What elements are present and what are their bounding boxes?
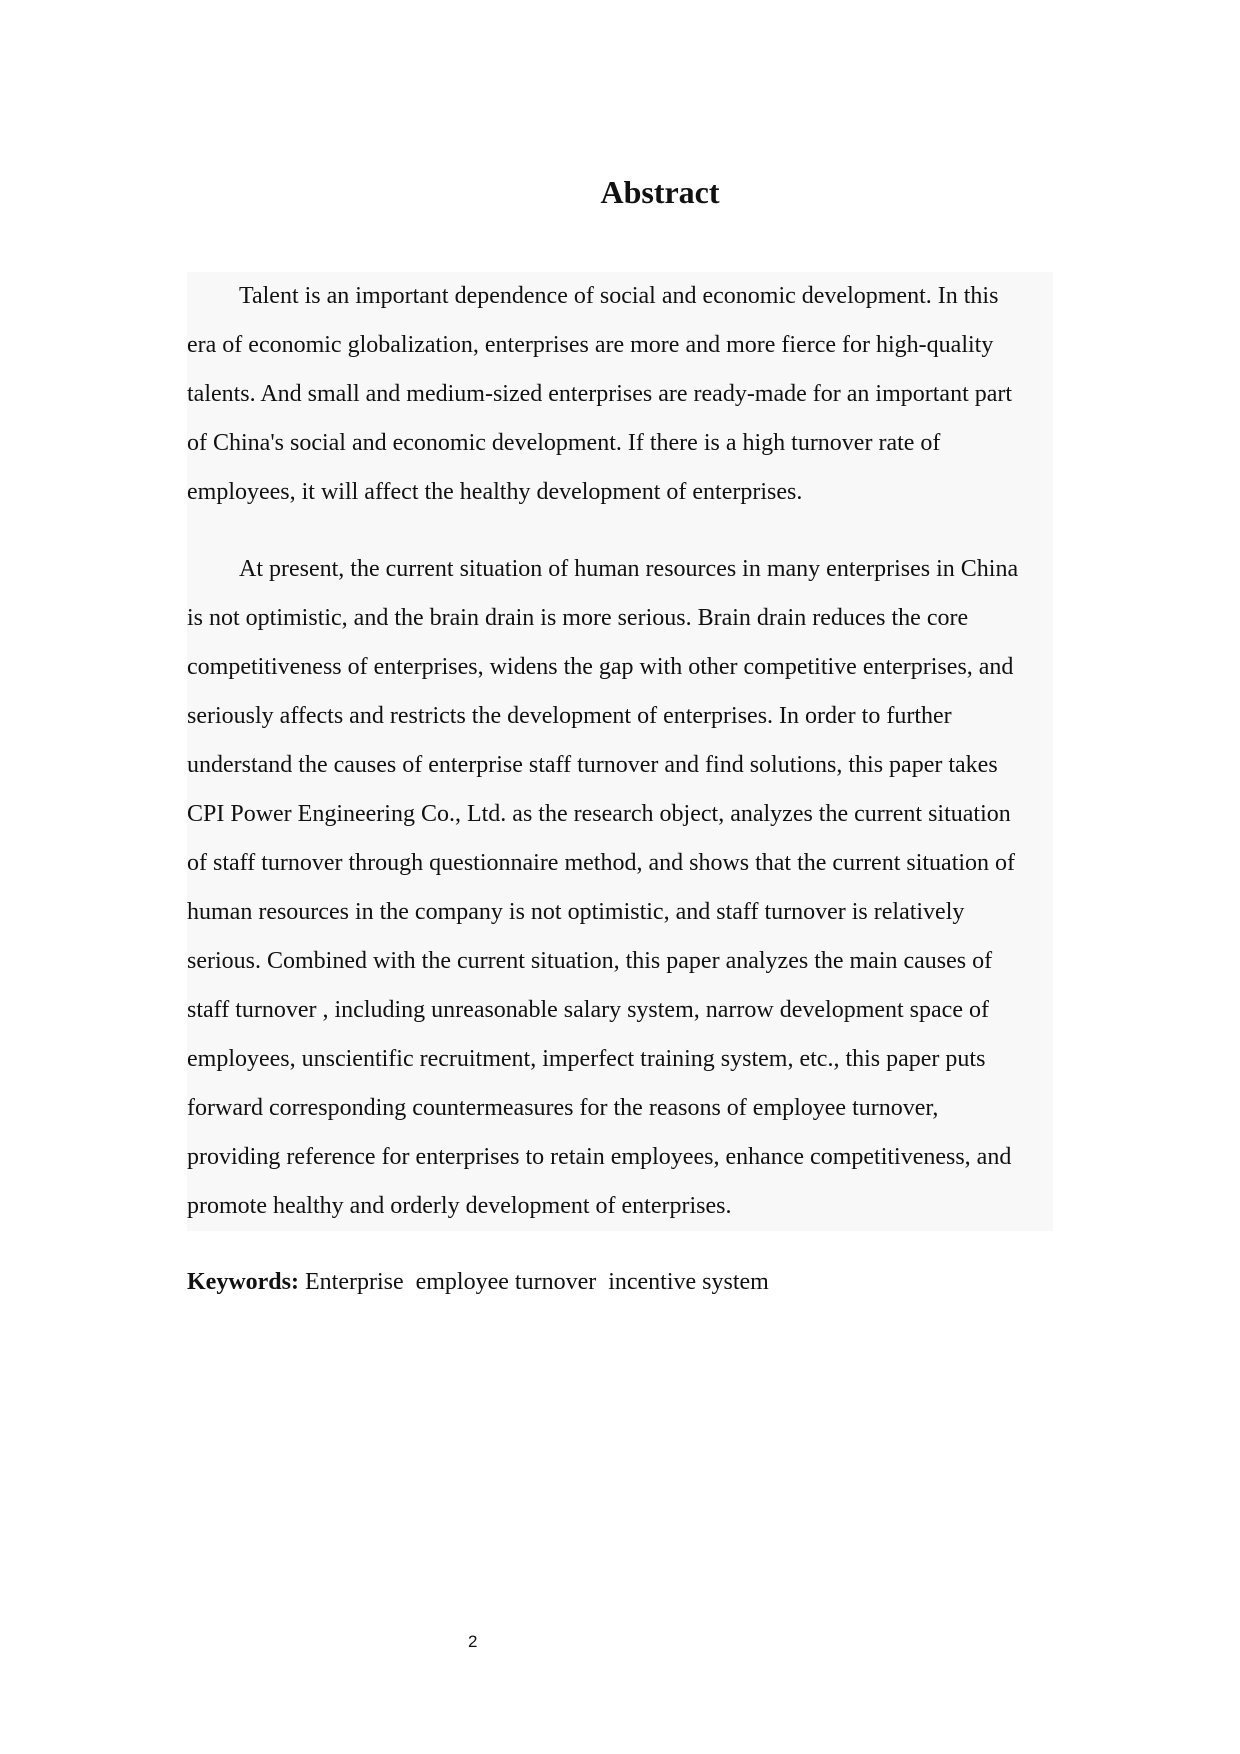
text-line: talents. And small and medium-sized enterprises are ready-made for an important part <box>187 381 1013 407</box>
text-line: Talent is an important dependence of social and economic development. In this <box>239 283 999 309</box>
paragraph-2 <box>187 545 1053 1231</box>
text-line: human resources in the company is not optimistic, and staff turnover is relatively <box>187 899 965 925</box>
text-line: competitiveness of enterprises, widens the gap with other competitive enterprises, and <box>187 654 1014 680</box>
paragraph-1 <box>187 272 1053 517</box>
text-line: staff turnover , including unreasonable salary system, narrow development space of <box>187 997 989 1023</box>
text-line: is not optimistic, and the brain drain is more serious. Brain drain reduces the core <box>187 605 969 631</box>
text-line: employees, it will affect the healthy development of enterprises. <box>187 479 803 505</box>
text-line: At present, the current situation of human resources in many enterprises in China <box>239 556 1019 582</box>
text-line: of China's social and economic development. If there is a high turnover rate of <box>187 430 941 456</box>
text-line: providing reference for enterprises to retain employees, enhance competitiveness, and <box>187 1144 1012 1170</box>
page-number: 2 <box>468 1632 478 1651</box>
text-line: serious. Combined with the current situation, this paper analyzes the main causes of <box>187 948 993 974</box>
text-line: era of economic globalization, enterprises are more and more fierce for high-quality <box>187 332 994 358</box>
page-title: Abstract <box>600 174 720 210</box>
text-line: of staff turnover through questionnaire method, and shows that the current situation of <box>187 850 1016 876</box>
text-line: employees, unscientific recruitment, imperfect training system, etc., this paper puts <box>187 1046 986 1072</box>
keywords-value: Enterprise employee turnover incentive system <box>298 1269 769 1295</box>
text-line: promote healthy and orderly development of enterprises. <box>187 1193 732 1219</box>
keywords-label: Keywords: <box>187 1269 299 1295</box>
keywords <box>187 1258 769 1307</box>
text-line: seriously affects and restricts the development of enterprises. In order to further <box>187 703 952 729</box>
text-line: understand the causes of enterprise staff turnover and find solutions, this paper takes <box>187 752 998 778</box>
text-line: CPI Power Engineering Co., Ltd. as the research object, analyzes the current situation <box>187 801 1011 827</box>
abstract-body <box>187 272 1053 1231</box>
text-line: forward corresponding countermeasures for the reasons of employee turnover, <box>187 1095 939 1121</box>
